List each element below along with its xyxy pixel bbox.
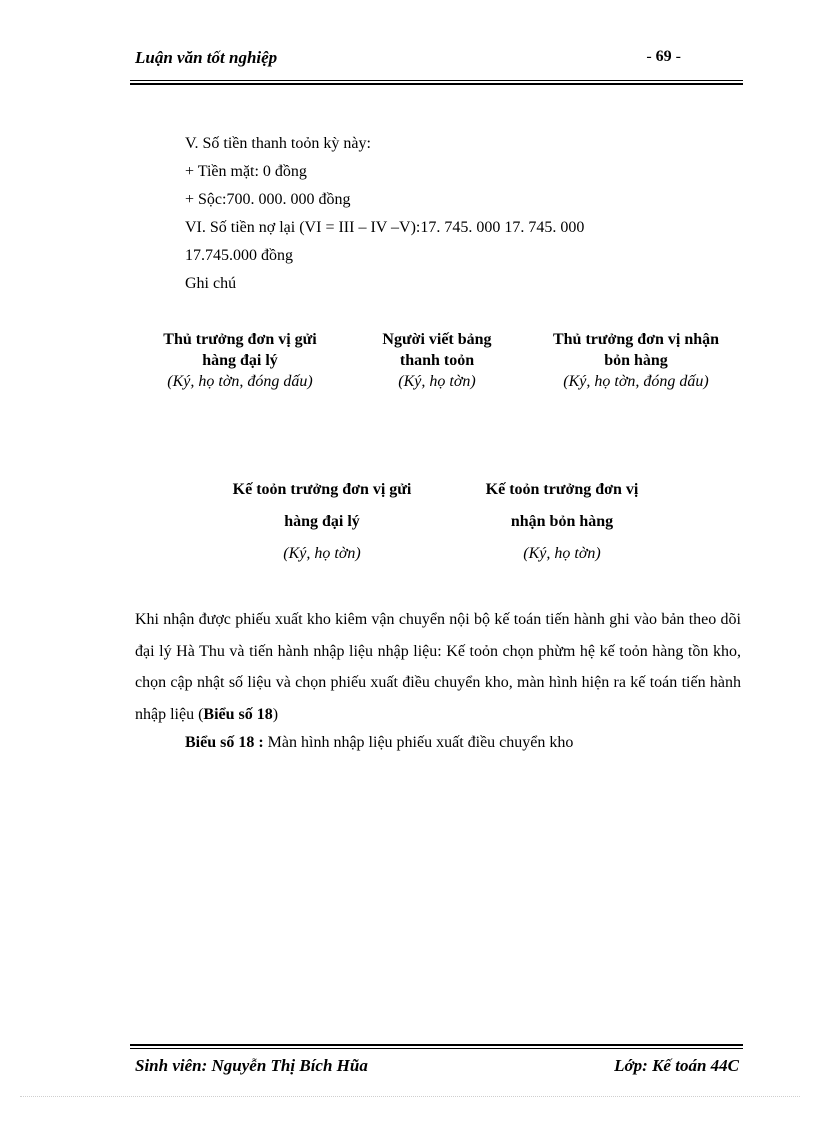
header-rule-top	[130, 80, 743, 81]
header-title: Luận văn tốt nghiệp	[135, 48, 278, 67]
line-note: Ghi chú	[185, 275, 237, 292]
line-remaining-debt: VI. Số tiền nợ lại (VI = III – IV –V):17. 745. 000 17. 745. 000	[185, 219, 585, 236]
footer-rule-top	[130, 1044, 743, 1046]
footer-rule-bottom	[130, 1048, 743, 1049]
signature-sender-head: Thủ trưởng đơn vị gửi hàng đại lý (Ký, họ tờn, đóng dấu)	[163, 331, 317, 390]
signature-receiver-head: Thủ trưởng đơn vị nhận bỏn hàng (Ký, họ tờn, đóng dấu)	[552, 331, 720, 390]
payment-summary	[185, 130, 584, 298]
line-cheque: + Sộc:700. 000. 000 đồng	[185, 191, 351, 208]
footer-student: Sinh viên: Nguyễn Thị Bích Hũa	[135, 1056, 368, 1075]
page-bottom-dotted-line	[20, 1096, 800, 1097]
body-paragraph: Khi nhận được phiếu xuất kho kiêm vận chuyển nội bộ kế toán tiến hành ghi vào bản theo dõi đại lý Hà Thu và tiến hành nhập liệu nhập liệu: Kế toỏn chọn phừm hệ kế toỏn hàng tồn kho, chọn cập nhật số liệu và chọn phiếu xuất điều chuyển kho, màn hình hiện ra kế toán tiến hành nhập liệu (Biểu số 18)	[135, 611, 741, 723]
line-remaining-amount: 17.745.000 đồng	[185, 247, 293, 264]
signature-sender-chief-accountant: Kế toỏn trưởng đơn vị gửi hàng đại lý (Ký, họ tờn)	[232, 481, 412, 562]
line-cash: + Tiền mặt: 0 đồng	[185, 163, 307, 180]
figure-reference: Biểu số 18	[203, 705, 273, 723]
page-number: - 69 -	[646, 48, 681, 65]
header-rule-bottom	[130, 83, 743, 85]
line-paid-this-period: V. Số tiền thanh toỏn kỳ này:	[185, 135, 371, 152]
page-header	[133, 48, 743, 74]
footer-class: Lớp: Kế toán 44C	[614, 1056, 739, 1075]
figure-label: Biểu số 18 :	[185, 734, 264, 751]
signature-receiver-chief-accountant: Kế toỏn trưởng đơn vị nhận bỏn hàng (Ký, họ tờn)	[485, 481, 639, 562]
figure-caption: Biểu số 18 : Màn hình nhập liệu phiếu xuất điều chuyển kho	[185, 734, 574, 751]
signature-preparer: Người viết bảng thanh toỏn (Ký, họ tờn)	[382, 331, 492, 390]
